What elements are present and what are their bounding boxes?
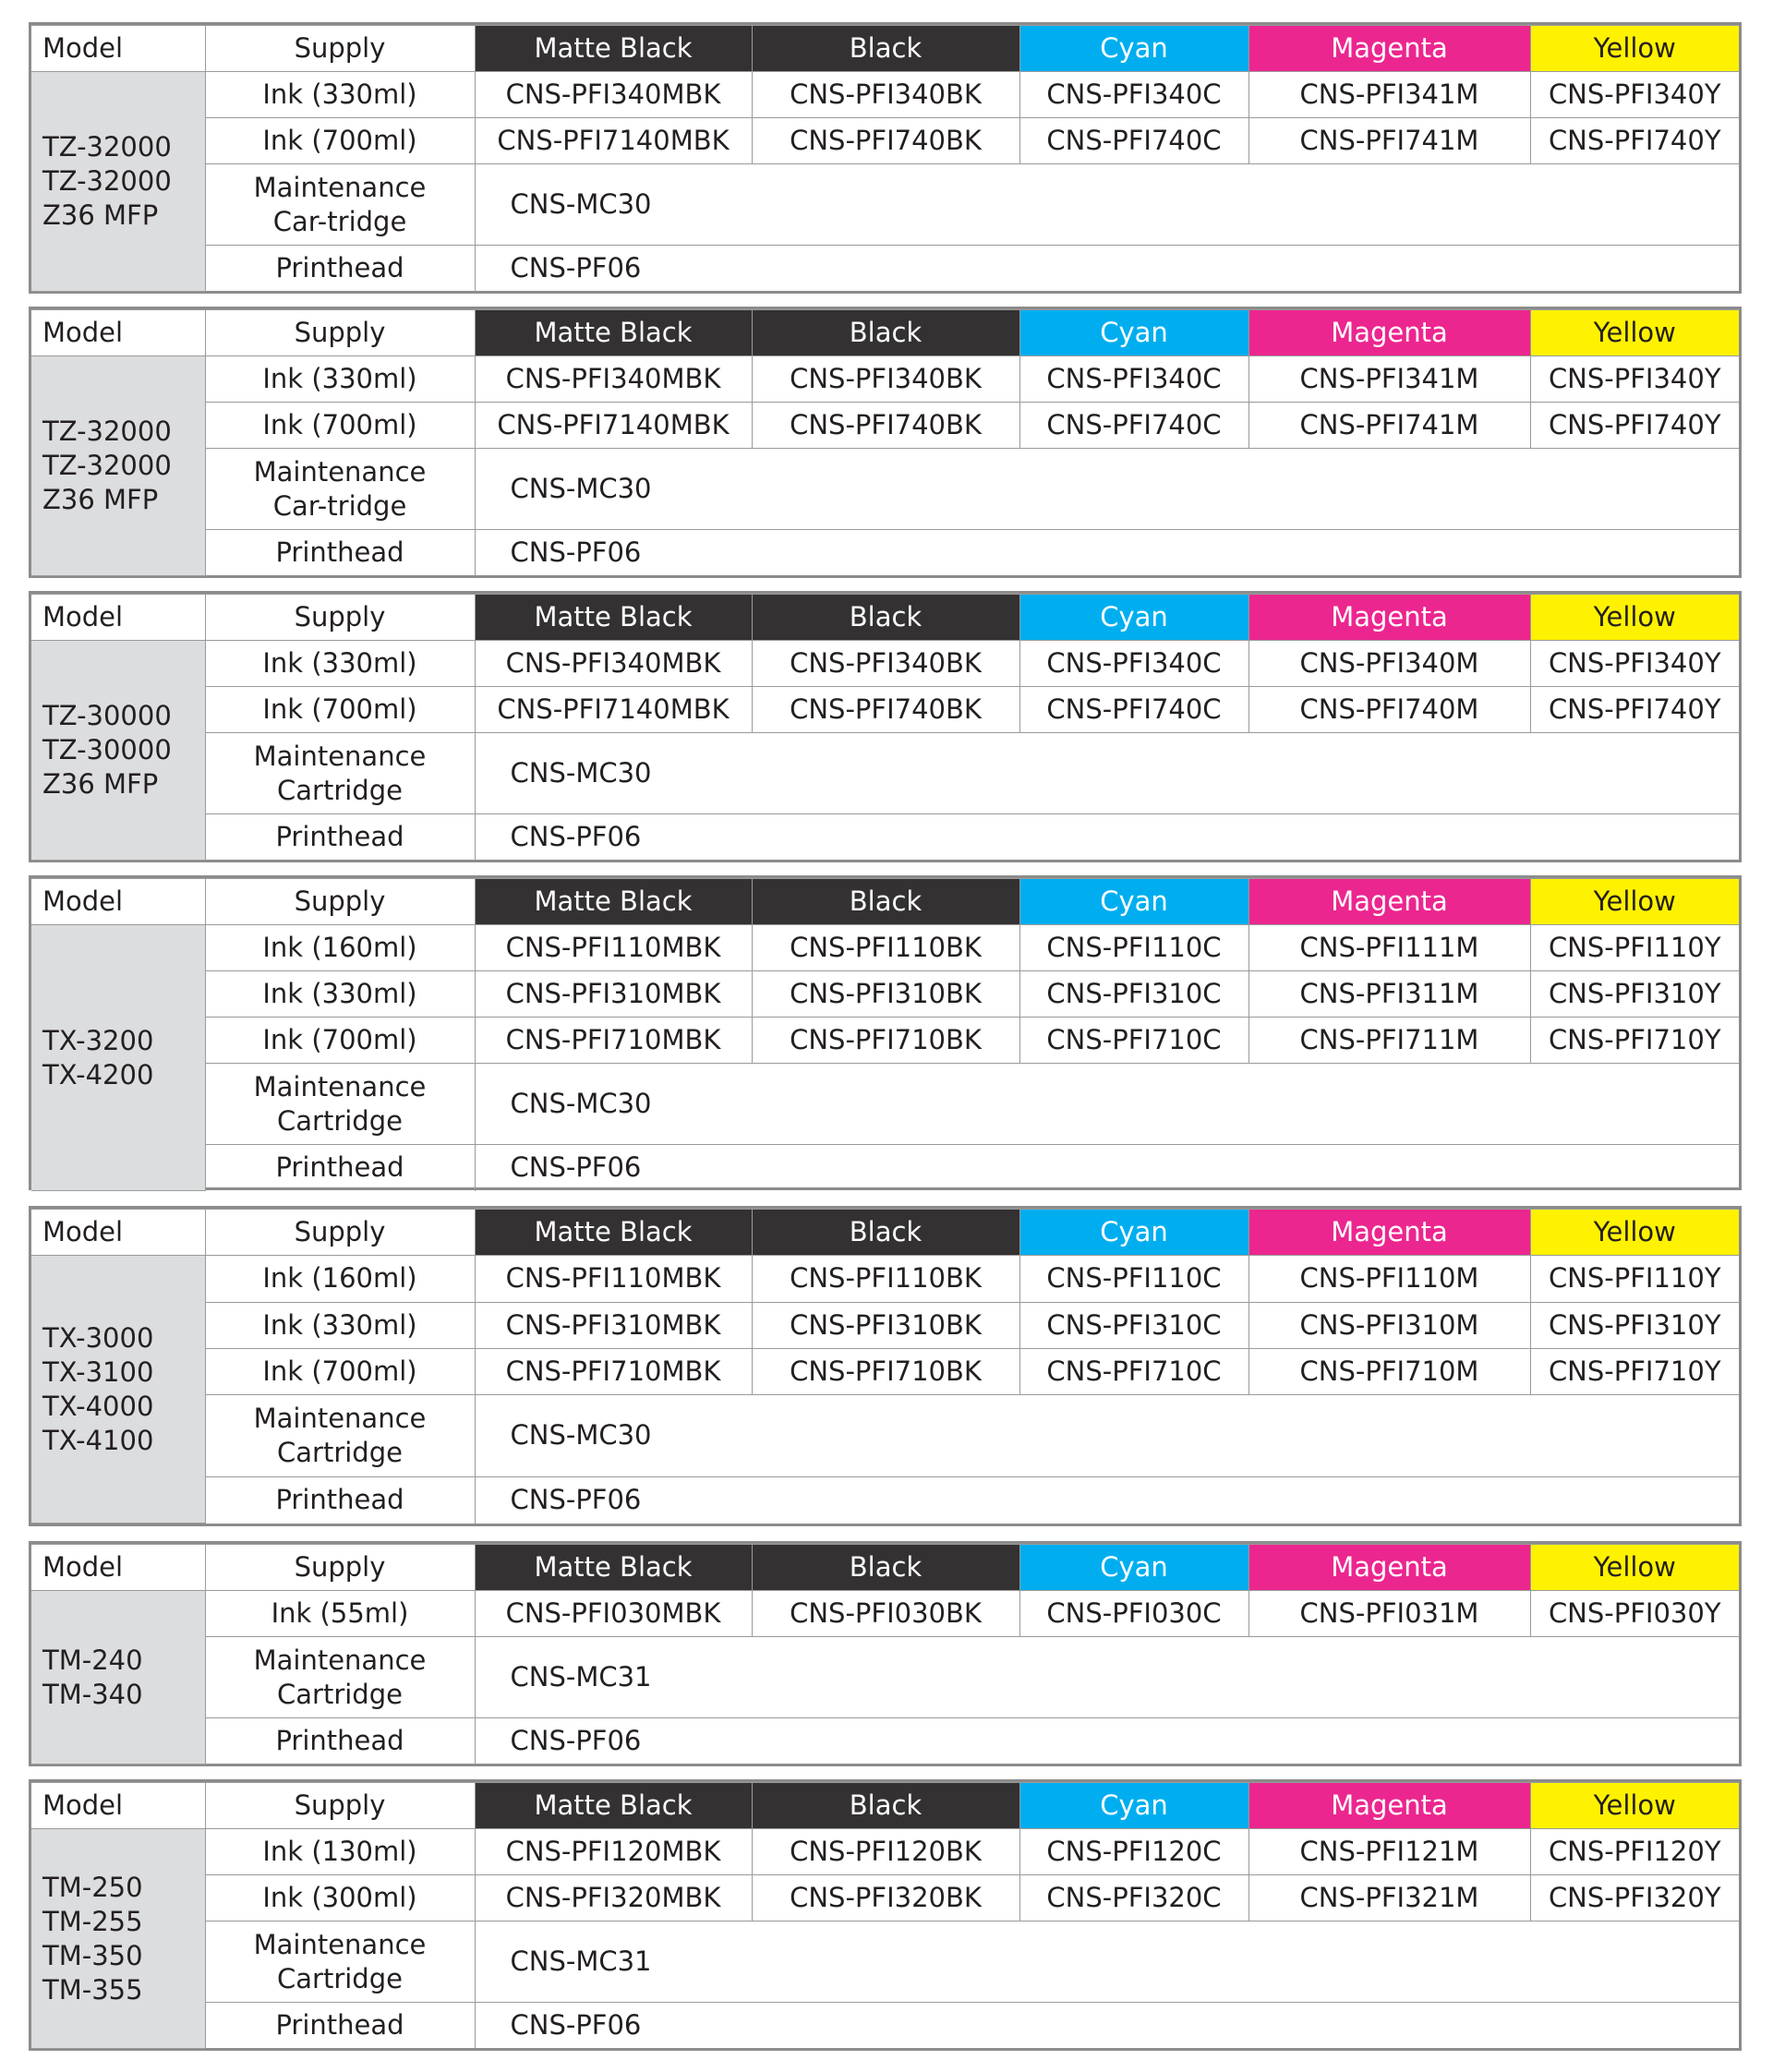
- printhead-row: [31, 814, 1739, 861]
- magenta-header: Magenta: [1248, 310, 1530, 356]
- supply-cell: Printhead: [205, 814, 475, 861]
- model-list: [31, 925, 205, 1191]
- supply-table: [29, 1779, 1742, 2051]
- model-header: Model: [31, 595, 205, 641]
- supply-cell: Maintenance Cartridge: [205, 1921, 475, 2003]
- black-code: CNS-PFI310BK: [752, 971, 1019, 1018]
- supply-header: Supply: [205, 26, 475, 72]
- matte-black-header: Matte Black: [475, 595, 752, 641]
- cyan-code: CNS-PFI110C: [1019, 1256, 1248, 1302]
- magenta-code: CNS-PFI341M: [1248, 72, 1530, 118]
- model-list: [31, 641, 205, 861]
- yellow-code: CNS-PFI120Y: [1530, 1829, 1739, 1875]
- magenta-header: Magenta: [1248, 26, 1530, 72]
- table-row: [31, 1256, 1739, 1302]
- supply-header: Supply: [205, 879, 475, 925]
- supply-cell: Printhead: [205, 246, 475, 292]
- magenta-code: CNS-PFI710M: [1248, 1348, 1530, 1394]
- maintenance-row: [31, 1637, 1739, 1718]
- printhead-code: CNS-PF06: [475, 530, 1739, 576]
- table-row: [31, 1348, 1739, 1394]
- table-row: [31, 1018, 1739, 1064]
- black-code: CNS-PFI030BK: [752, 1591, 1019, 1637]
- supply-cell: Ink (700ml): [205, 687, 475, 733]
- black-header: Black: [752, 310, 1019, 356]
- table-row: [31, 1302, 1739, 1348]
- supply-cell: Ink (700ml): [205, 403, 475, 449]
- magenta-code: CNS-PFI711M: [1248, 1018, 1530, 1064]
- cyan-code: CNS-PFI710C: [1019, 1018, 1248, 1064]
- header-row: [31, 879, 1739, 925]
- cyan-code: CNS-PFI340C: [1019, 641, 1248, 687]
- magenta-code: CNS-PFI111M: [1248, 925, 1530, 971]
- yellow-code: CNS-PFI340Y: [1530, 356, 1739, 403]
- black-code: CNS-PFI110BK: [752, 1256, 1019, 1302]
- black-code: CNS-PFI320BK: [752, 1875, 1019, 1921]
- black-header: Black: [752, 595, 1019, 641]
- magenta-code: CNS-PFI741M: [1248, 403, 1530, 449]
- matte-black-code: CNS-PFI310MBK: [475, 1302, 752, 1348]
- header-row: [31, 1783, 1739, 1829]
- table-row: [31, 1591, 1739, 1637]
- yellow-code: CNS-PFI740Y: [1530, 118, 1739, 164]
- printhead-code: CNS-PF06: [475, 2003, 1739, 2049]
- supply-cell: Ink (330ml): [205, 1302, 475, 1348]
- cyan-header: Cyan: [1019, 595, 1248, 641]
- supply-cell: Ink (700ml): [205, 118, 475, 164]
- black-header: Black: [752, 1545, 1019, 1591]
- black-code: CNS-PFI740BK: [752, 687, 1019, 733]
- model-list: [31, 1591, 205, 1765]
- supply-header: Supply: [205, 1545, 475, 1591]
- cyan-code: CNS-PFI320C: [1019, 1875, 1248, 1921]
- yellow-header: Yellow: [1530, 1210, 1739, 1256]
- model-list: [31, 1256, 205, 1524]
- model-name: Z36 MFP: [42, 199, 159, 231]
- cyan-code: CNS-PFI340C: [1019, 72, 1248, 118]
- model-name: TZ-32000: [42, 416, 172, 447]
- matte-black-code: CNS-PFI7140MBK: [475, 687, 752, 733]
- supply-cell: Maintenance Car-tridge: [205, 449, 475, 530]
- magenta-code: CNS-PFI741M: [1248, 118, 1530, 164]
- model-name: TX-4200: [42, 1058, 154, 1090]
- yellow-code: CNS-PFI110Y: [1530, 1256, 1739, 1302]
- maintenance-row: [31, 449, 1739, 530]
- supply-cell: Ink (330ml): [205, 641, 475, 687]
- cyan-code: CNS-PFI340C: [1019, 356, 1248, 403]
- matte-black-header: Matte Black: [475, 1545, 752, 1591]
- supply-cell: Ink (700ml): [205, 1018, 475, 1064]
- matte-black-code: CNS-PFI7140MBK: [475, 403, 752, 449]
- matte-black-code: CNS-PFI310MBK: [475, 971, 752, 1018]
- model-header: Model: [31, 26, 205, 72]
- supply-cell: Maintenance Cartridge: [205, 733, 475, 814]
- matte-black-code: CNS-PFI110MBK: [475, 1256, 752, 1302]
- supply-table: [29, 22, 1742, 294]
- magenta-code: CNS-PFI341M: [1248, 356, 1530, 403]
- model-list: [31, 1829, 205, 2049]
- model-name: TM-240: [42, 1644, 143, 1676]
- yellow-header: Yellow: [1530, 595, 1739, 641]
- printhead-code: CNS-PF06: [475, 1718, 1739, 1765]
- model-name: TZ-30000: [42, 734, 172, 765]
- yellow-header: Yellow: [1530, 26, 1739, 72]
- supply-cell: Printhead: [205, 2003, 475, 2049]
- black-code: CNS-PFI340BK: [752, 356, 1019, 403]
- cyan-code: CNS-PFI740C: [1019, 403, 1248, 449]
- matte-black-code: CNS-PFI340MBK: [475, 356, 752, 403]
- supply-header: Supply: [205, 310, 475, 356]
- cyan-code: CNS-PFI740C: [1019, 118, 1248, 164]
- matte-black-code: CNS-PFI710MBK: [475, 1348, 752, 1394]
- black-header: Black: [752, 1783, 1019, 1829]
- model-name: TX-3200: [42, 1024, 154, 1056]
- magenta-header: Magenta: [1248, 1545, 1530, 1591]
- printhead-row: [31, 1718, 1739, 1765]
- table-row: [31, 118, 1739, 164]
- supply-table: [29, 307, 1742, 578]
- black-code: CNS-PFI710BK: [752, 1018, 1019, 1064]
- cyan-header: Cyan: [1019, 1210, 1248, 1256]
- maintenance-row: [31, 1064, 1739, 1145]
- magenta-header: Magenta: [1248, 1783, 1530, 1829]
- matte-black-header: Matte Black: [475, 1210, 752, 1256]
- yellow-header: Yellow: [1530, 310, 1739, 356]
- magenta-code: CNS-PFI110M: [1248, 1256, 1530, 1302]
- header-row: [31, 1545, 1739, 1591]
- table-row: [31, 687, 1739, 733]
- printhead-code: CNS-PF06: [475, 246, 1739, 292]
- yellow-code: CNS-PFI110Y: [1530, 925, 1739, 971]
- supply-cell: Printhead: [205, 1476, 475, 1523]
- magenta-code: CNS-PFI321M: [1248, 1875, 1530, 1921]
- printhead-row: [31, 1145, 1739, 1191]
- black-header: Black: [752, 879, 1019, 925]
- black-code: CNS-PFI340BK: [752, 641, 1019, 687]
- supply-cell: Maintenance Cartridge: [205, 1064, 475, 1145]
- maintenance-row: [31, 1921, 1739, 2003]
- printhead-row: [31, 530, 1739, 576]
- model-header: Model: [31, 1545, 205, 1591]
- black-header: Black: [752, 1210, 1019, 1256]
- model-name: TZ-32000: [42, 165, 172, 197]
- magenta-header: Magenta: [1248, 595, 1530, 641]
- supply-header: Supply: [205, 1783, 475, 1829]
- model-list: [31, 72, 205, 292]
- header-row: [31, 595, 1739, 641]
- supply-header: Supply: [205, 1210, 475, 1256]
- model-name: TM-340: [42, 1678, 143, 1710]
- supply-table: [29, 591, 1742, 862]
- magenta-code: CNS-PFI311M: [1248, 971, 1530, 1018]
- cyan-code: CNS-PFI310C: [1019, 1302, 1248, 1348]
- model-list: [31, 356, 205, 576]
- matte-black-header: Matte Black: [475, 1783, 752, 1829]
- cyan-header: Cyan: [1019, 879, 1248, 925]
- cyan-code: CNS-PFI110C: [1019, 925, 1248, 971]
- cyan-header: Cyan: [1019, 1783, 1248, 1829]
- cyan-header: Cyan: [1019, 1545, 1248, 1591]
- supply-cell: Ink (330ml): [205, 971, 475, 1018]
- maintenance-code: CNS-MC31: [475, 1921, 1739, 2003]
- yellow-code: CNS-PFI710Y: [1530, 1018, 1739, 1064]
- model-name: TM-255: [42, 1905, 143, 1937]
- yellow-header: Yellow: [1530, 1783, 1739, 1829]
- yellow-header: Yellow: [1530, 1545, 1739, 1591]
- supply-cell: Ink (700ml): [205, 1348, 475, 1394]
- matte-black-code: CNS-PFI320MBK: [475, 1875, 752, 1921]
- maintenance-code: CNS-MC30: [475, 1395, 1739, 1477]
- supply-cell: Printhead: [205, 1718, 475, 1765]
- maintenance-row: [31, 733, 1739, 814]
- printhead-code: CNS-PF06: [475, 1145, 1739, 1191]
- supply-cell: Printhead: [205, 1145, 475, 1191]
- printhead-row: [31, 1476, 1739, 1523]
- model-name: Z36 MFP: [42, 768, 159, 800]
- black-code: CNS-PFI740BK: [752, 118, 1019, 164]
- magenta-header: Magenta: [1248, 1210, 1530, 1256]
- supply-table: [29, 1206, 1742, 1526]
- yellow-code: CNS-PFI310Y: [1530, 1302, 1739, 1348]
- matte-black-header: Matte Black: [475, 26, 752, 72]
- model-name: TM-355: [42, 1973, 143, 2006]
- magenta-code: CNS-PFI740M: [1248, 687, 1530, 733]
- table-row: [31, 641, 1739, 687]
- supply-cell: Maintenance Car-tridge: [205, 164, 475, 246]
- supply-cell: Maintenance Cartridge: [205, 1637, 475, 1718]
- yellow-code: CNS-PFI030Y: [1530, 1591, 1739, 1637]
- magenta-code: CNS-PFI340M: [1248, 641, 1530, 687]
- table-row: [31, 72, 1739, 118]
- maintenance-row: [31, 1395, 1739, 1477]
- table-row: [31, 971, 1739, 1018]
- printhead-code: CNS-PF06: [475, 1476, 1739, 1523]
- magenta-code: CNS-PFI310M: [1248, 1302, 1530, 1348]
- cyan-code: CNS-PFI120C: [1019, 1829, 1248, 1875]
- model-name: TX-4000: [42, 1390, 154, 1422]
- magenta-header: Magenta: [1248, 879, 1530, 925]
- maintenance-code: CNS-MC31: [475, 1637, 1739, 1718]
- yellow-code: CNS-PFI310Y: [1530, 971, 1739, 1018]
- matte-black-code: CNS-PFI710MBK: [475, 1018, 752, 1064]
- table-row: [31, 356, 1739, 403]
- black-header: Black: [752, 26, 1019, 72]
- printhead-code: CNS-PF06: [475, 814, 1739, 861]
- supply-cell: Maintenance Cartridge: [205, 1395, 475, 1477]
- model-name: TM-350: [42, 1939, 143, 1971]
- matte-black-code: CNS-PFI340MBK: [475, 641, 752, 687]
- maintenance-row: [31, 164, 1739, 246]
- model-name: TM-250: [42, 1871, 143, 1903]
- header-row: [31, 310, 1739, 356]
- model-name: TX-3100: [42, 1355, 154, 1388]
- model-name: TZ-32000: [42, 450, 172, 481]
- table-row: [31, 403, 1739, 449]
- cyan-header: Cyan: [1019, 310, 1248, 356]
- yellow-code: CNS-PFI710Y: [1530, 1348, 1739, 1394]
- yellow-code: CNS-PFI740Y: [1530, 687, 1739, 733]
- printhead-row: [31, 246, 1739, 292]
- maintenance-code: CNS-MC30: [475, 449, 1739, 530]
- maintenance-code: CNS-MC30: [475, 1064, 1739, 1145]
- model-name: Z36 MFP: [42, 484, 159, 515]
- maintenance-code: CNS-MC30: [475, 164, 1739, 246]
- supply-cell: Ink (300ml): [205, 1875, 475, 1921]
- yellow-code: CNS-PFI340Y: [1530, 641, 1739, 687]
- cyan-code: CNS-PFI710C: [1019, 1348, 1248, 1394]
- model-name: TX-3000: [42, 1321, 154, 1354]
- model-header: Model: [31, 1783, 205, 1829]
- black-code: CNS-PFI110BK: [752, 925, 1019, 971]
- black-code: CNS-PFI710BK: [752, 1348, 1019, 1394]
- matte-black-code: CNS-PFI7140MBK: [475, 118, 752, 164]
- yellow-code: CNS-PFI320Y: [1530, 1875, 1739, 1921]
- cyan-code: CNS-PFI030C: [1019, 1591, 1248, 1637]
- matte-black-header: Matte Black: [475, 879, 752, 925]
- black-code: CNS-PFI340BK: [752, 72, 1019, 118]
- header-row: [31, 1210, 1739, 1256]
- supply-header: Supply: [205, 595, 475, 641]
- model-header: Model: [31, 1210, 205, 1256]
- black-code: CNS-PFI310BK: [752, 1302, 1019, 1348]
- matte-black-code: CNS-PFI340MBK: [475, 72, 752, 118]
- yellow-header: Yellow: [1530, 879, 1739, 925]
- model-name: TX-4100: [42, 1424, 154, 1456]
- header-row: [31, 26, 1739, 72]
- supply-table: [29, 1541, 1742, 1766]
- supply-cell: Ink (160ml): [205, 1256, 475, 1302]
- model-name: TZ-32000: [42, 131, 172, 163]
- supply-cell: Ink (55ml): [205, 1591, 475, 1637]
- model-header: Model: [31, 310, 205, 356]
- cyan-header: Cyan: [1019, 26, 1248, 72]
- supply-cell: Ink (330ml): [205, 356, 475, 403]
- matte-black-header: Matte Black: [475, 310, 752, 356]
- printhead-row: [31, 2003, 1739, 2049]
- magenta-code: CNS-PFI121M: [1248, 1829, 1530, 1875]
- table-row: [31, 925, 1739, 971]
- table-row: [31, 1875, 1739, 1921]
- cyan-code: CNS-PFI310C: [1019, 971, 1248, 1018]
- model-name: TZ-30000: [42, 700, 172, 731]
- matte-black-code: CNS-PFI110MBK: [475, 925, 752, 971]
- supply-cell: Ink (330ml): [205, 72, 475, 118]
- black-code: CNS-PFI740BK: [752, 403, 1019, 449]
- table-row: [31, 1829, 1739, 1875]
- model-header: Model: [31, 879, 205, 925]
- magenta-code: CNS-PFI031M: [1248, 1591, 1530, 1637]
- yellow-code: CNS-PFI740Y: [1530, 403, 1739, 449]
- supply-cell: Ink (160ml): [205, 925, 475, 971]
- supply-table: [29, 875, 1742, 1190]
- matte-black-code: CNS-PFI030MBK: [475, 1591, 752, 1637]
- supply-cell: Printhead: [205, 530, 475, 576]
- yellow-code: CNS-PFI340Y: [1530, 72, 1739, 118]
- supply-cell: Ink (130ml): [205, 1829, 475, 1875]
- black-code: CNS-PFI120BK: [752, 1829, 1019, 1875]
- matte-black-code: CNS-PFI120MBK: [475, 1829, 752, 1875]
- maintenance-code: CNS-MC30: [475, 733, 1739, 814]
- cyan-code: CNS-PFI740C: [1019, 687, 1248, 733]
